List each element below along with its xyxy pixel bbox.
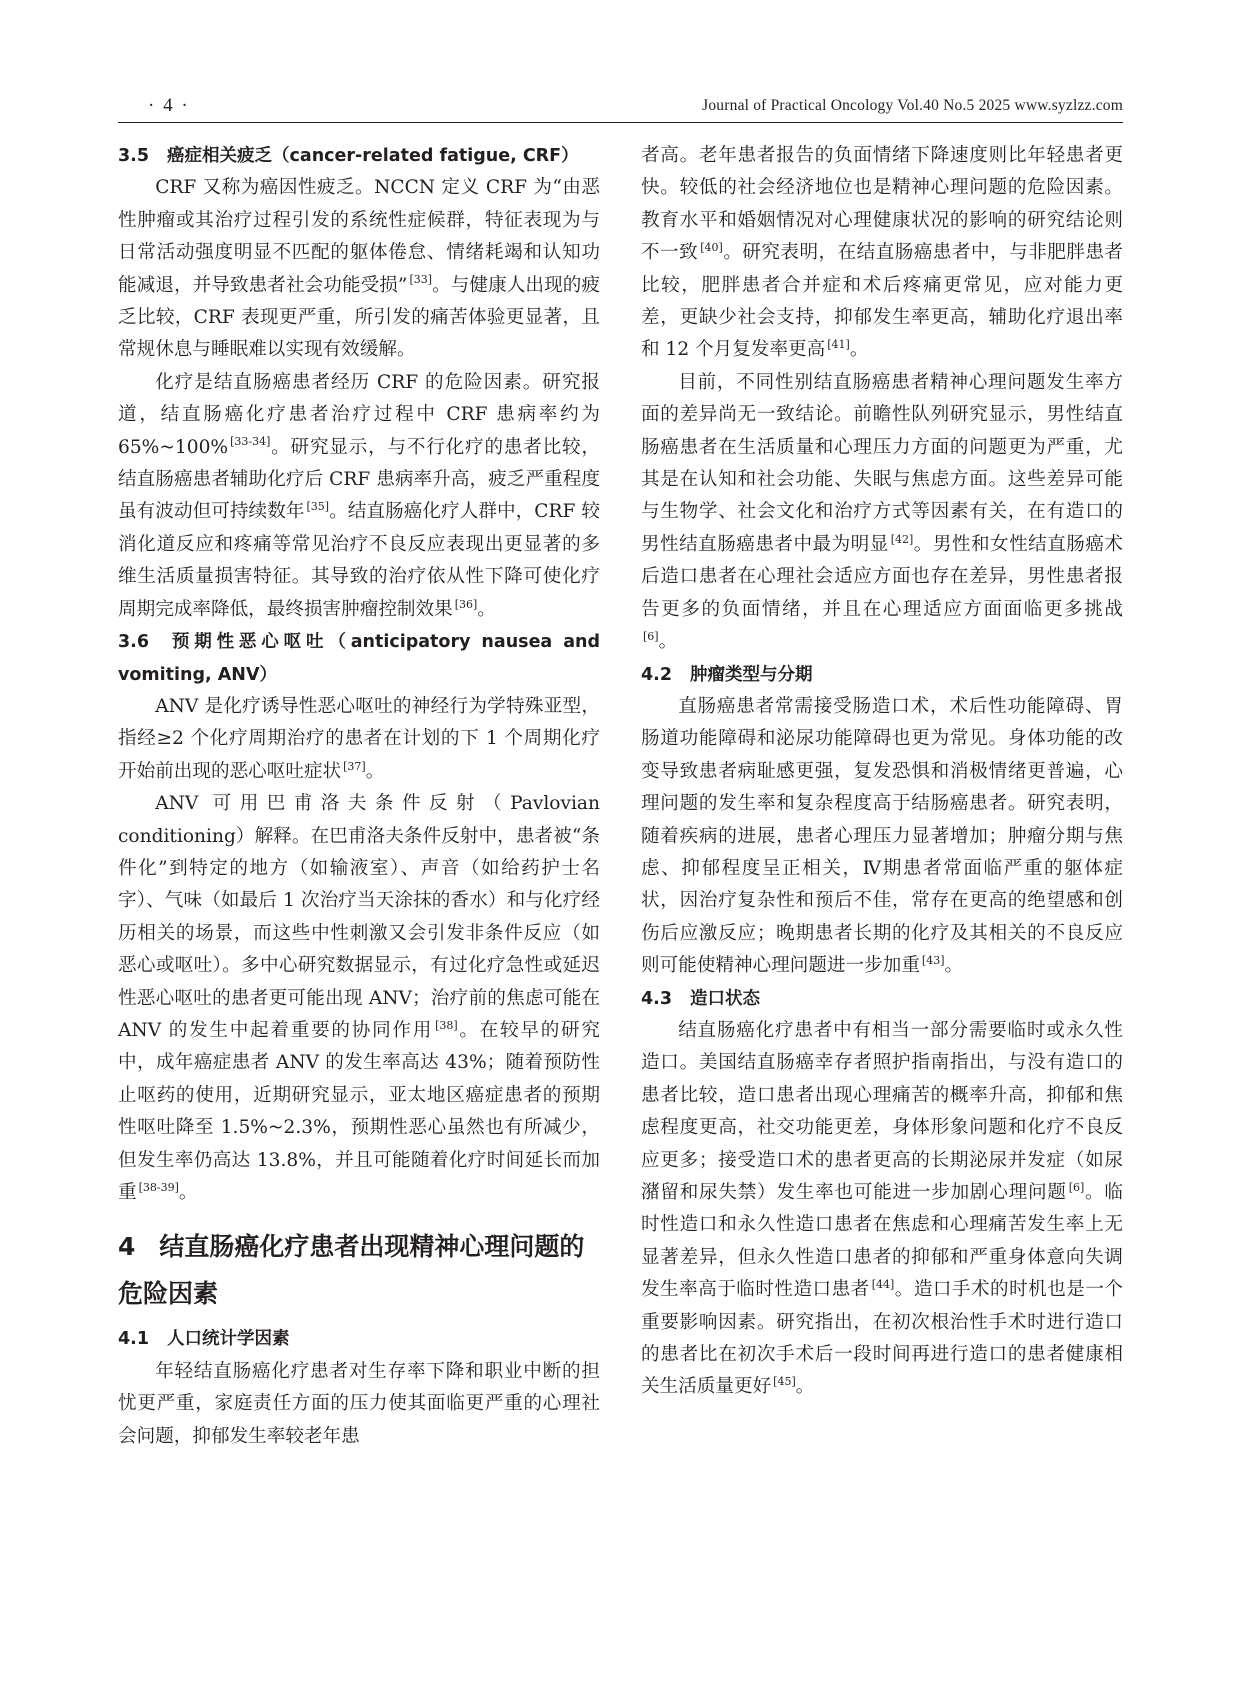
text-run: 。: [178, 1182, 198, 1203]
section-heading: [118, 626, 600, 691]
citation-ref: [33]: [409, 273, 433, 287]
citation-ref: [44]: [871, 1278, 895, 1292]
section-heading: [641, 659, 1123, 691]
body-paragraph: [118, 367, 600, 626]
body-paragraph: [641, 691, 1123, 983]
citation-ref: [36]: [454, 597, 478, 611]
body-paragraph: [118, 172, 600, 366]
heading-title: 造口状态: [690, 988, 761, 1009]
body-paragraph: [118, 788, 600, 1209]
citation-ref: [40]: [700, 241, 723, 255]
body-paragraph: [118, 691, 600, 788]
heading-title: 癌症相关疲乏（cancer-related fatigue, CRF）: [167, 146, 579, 166]
heading-number: 4.2: [641, 664, 673, 685]
running-head: [118, 95, 1123, 119]
heading-number: 3.5: [118, 146, 150, 166]
text-run: 年轻结直肠癌化疗患者对生存率下降和职业中断的担忧更严重，家庭责任方面的压力使其面临更严重的心理社会问题，抑郁发生率较老年患: [118, 1360, 600, 1447]
text-run: 者高。老年患者报告的负面情绪下降速度则比年轻患者更快。较低的社会经济地位也是精神心理问题的危险因素。教育水平和婚姻情况对心理健康状况的影响的研究结论则不一致: [641, 145, 1123, 264]
citation-ref: [38]: [435, 1018, 458, 1032]
text-run: 。造口手术的时机也是一个重要影响因素。研究指出，在初次根治性手术时进行造口的患者比在初次手术后一段时间再进行造口的患者健康相关生活质量更好: [641, 1279, 1123, 1398]
text-run: 。: [849, 339, 869, 361]
text-run: 。男性和女性结直肠癌术后造口患者在心理社会适应方面也存在差异，男性患者报告更多的负面情绪，并且在心理适应方面面临更多挑战: [641, 533, 1123, 620]
citation-ref: [41]: [827, 338, 850, 352]
heading-number: 4.1: [118, 1329, 150, 1350]
right-column: [641, 140, 1123, 1404]
citation-ref: [37]: [343, 759, 366, 773]
chapter-heading: [118, 1223, 600, 1317]
heading-number: 4: [118, 1232, 136, 1262]
text-run: 。: [658, 631, 678, 653]
text-run: 结直肠癌化疗患者中有相当一部分需要临时或永久性造口。美国结直肠癌幸存者照护指南指出，与没有造口的患者比较，造口患者出现心理痛苦的概率升高，抑郁和焦虑程度更高，社交功能更差，身体形象问题和化疗不良反应更多；接受造口术的患者更高的长期泌尿并发症（如尿潴留和尿失禁）发生率也可能进一步加剧心理问题: [641, 1019, 1123, 1203]
text-run: ANV 可用巴甫洛夫条件反射（Pavlovian conditioning）解释。在巴甫洛夫条件反射中，患者被“条件化”到特定的地方（如输液室）、声音（如给药护士名字）、气味（如最后 1 次治疗当天涂抹的香水）和与化疗经历相关的场景，而这些中性刺激又会引发非条件反应（如恶心或呕吐）。多中心研究数据显示，有过化疗急性或延迟性恶心呕吐的患者更可能出现 ANV；治疗前的焦虑可能在 ANV 的发生中起着重要的协同作用: [118, 793, 600, 1041]
citation-ref: [38-39]: [138, 1180, 179, 1194]
body-paragraph: [641, 1015, 1123, 1404]
text-run: 。结直肠癌化疗人群中，CRF 较消化道反应和疼痛等常见治疗不良反应表现出更显著的多维生活质量损害特征。其导致的治疗依从性下降可使化疗周期完成率降低，最终损害肿瘤控制效果: [118, 501, 600, 620]
text-run: 。临时性造口和永久性造口患者在焦虑和心理痛苦发生率上无显著差异，但永久性造口患者的抑郁和严重身体意向失调发生率高于临时性造口患者: [641, 1182, 1123, 1301]
heading-title: 结直肠癌化疗患者出现精神心理问题的危险因素: [118, 1232, 585, 1309]
body-paragraph: [641, 140, 1123, 367]
text-run: 。: [944, 955, 964, 977]
text-run: 。: [795, 1376, 815, 1398]
text-run: 目前，不同性别结直肠癌患者精神心理问题发生率方面的差异尚无一致结论。前瞻性队列研究显示，男性结直肠癌患者在生活质量和心理压力方面的问题更为严重，尤其是在认知和社会功能、失眠与焦虑方面。这些差异可能与生物学、社会文化和治疗方式等因素有关，在有造口的男性结直肠癌患者中最为明显: [641, 371, 1123, 555]
heading-title: 肿瘤类型与分期: [690, 664, 813, 685]
text-run: 。研究表明，在结直肠癌患者中，与非肥胖患者比较，肥胖患者合并症和术后疼痛更常见，应对能力更差，更缺少社会支持，抑郁发生率更高，辅助化疗退出率和 12 个月复发率更高: [641, 242, 1123, 361]
text-run: 。在较早的研究中，成年癌症患者 ANV 的发生率高达 43%；随着预防性止呕药的使用，近期研究显示，亚太地区癌症患者的预期性呕吐降至 1.5%~2.3%，预期性恶心虽然也有所减少，但发生率仍高达 13.8%，并且可能随着化疗时间延长而加重: [118, 1019, 600, 1203]
text-run: 直肠癌患者常需接受肠造口术，术后性功能障碍、胃肠道功能障碍和泌尿功能障碍也更为常见。身体功能的改变导致患者病耻感更强，复发恐惧和消极情绪更普遍，心理问题的发生率和复杂程度高于结肠癌患者。研究表明，随着疾病的进展，患者心理压力显著增加；肿瘤分期与焦虑、抑郁程度呈正相关，Ⅳ期患者常面临严重的躯体症状，因治疗复杂性和预后不佳，常存在更高的绝望感和创伤后应激反应；晚期患者长期的化疗及其相关的不良反应则可能使精神心理问题进一步加重: [641, 695, 1123, 977]
body-paragraph: [641, 367, 1123, 659]
text-run: ANV 是化疗诱导性恶心呕吐的神经行为学特殊亚型，指经≥2 个化疗周期治疗的患者在计划的下 1 个周期化疗开始前出现的恶心呕吐症状: [118, 695, 600, 782]
heading-title: 人口统计学因素: [167, 1329, 290, 1350]
text-run: 。: [477, 598, 496, 620]
text-run: 。: [365, 760, 385, 782]
section-heading: [118, 140, 600, 172]
citation-ref: [45]: [773, 1375, 796, 1389]
citation-ref: [35]: [306, 500, 330, 514]
text-run: CRF 又称为癌因性疲乏。NCCN 定义 CRF 为“由恶性肿瘤或其治疗过程引发的系统性症候群，特征表现为与日常活动强度明显不匹配的躯体倦怠、情绪耗竭和认知功能减退，并导致患者社会功能受损”: [118, 177, 600, 296]
page-number: · 4 ·: [148, 95, 190, 116]
text-run: 。研究显示，与不行化疗的患者比较，结直肠癌患者辅助化疗后 CRF 患病率升高，疲乏严重程度虽有波动但可持续数年: [118, 436, 600, 523]
text-run: 化疗是结直肠癌患者经历 CRF 的危险因素。研究报道，结直肠癌化疗患者治疗过程中 CRF 患病率约为 65%~100%: [118, 371, 600, 458]
header-rule: [118, 122, 1123, 123]
citation-ref: [42]: [890, 532, 914, 546]
text-run: 。与健康人出现的疲乏比较，CRF 表现更严重，所引发的痛苦体验更显著，且常规休息与睡眠难以实现有效缓解。: [118, 274, 600, 361]
left-column: [118, 140, 600, 1453]
body-paragraph: [118, 1356, 600, 1453]
citation-ref: [6]: [1068, 1180, 1085, 1194]
heading-title: 预期性恶心呕吐（anticipatory nausea and vomiting, ANV）: [118, 632, 600, 685]
section-heading: [641, 983, 1123, 1015]
heading-number: 3.6: [118, 632, 150, 653]
heading-number: 4.3: [641, 988, 673, 1009]
citation-ref: [33-34]: [230, 435, 271, 449]
section-heading: [118, 1323, 600, 1355]
journal-citation: Journal of Practical Oncology Vol.40 No.5 2025 www.syzlzz.com: [702, 97, 1123, 114]
citation-ref: [6]: [643, 629, 659, 643]
citation-ref: [43]: [921, 953, 945, 967]
